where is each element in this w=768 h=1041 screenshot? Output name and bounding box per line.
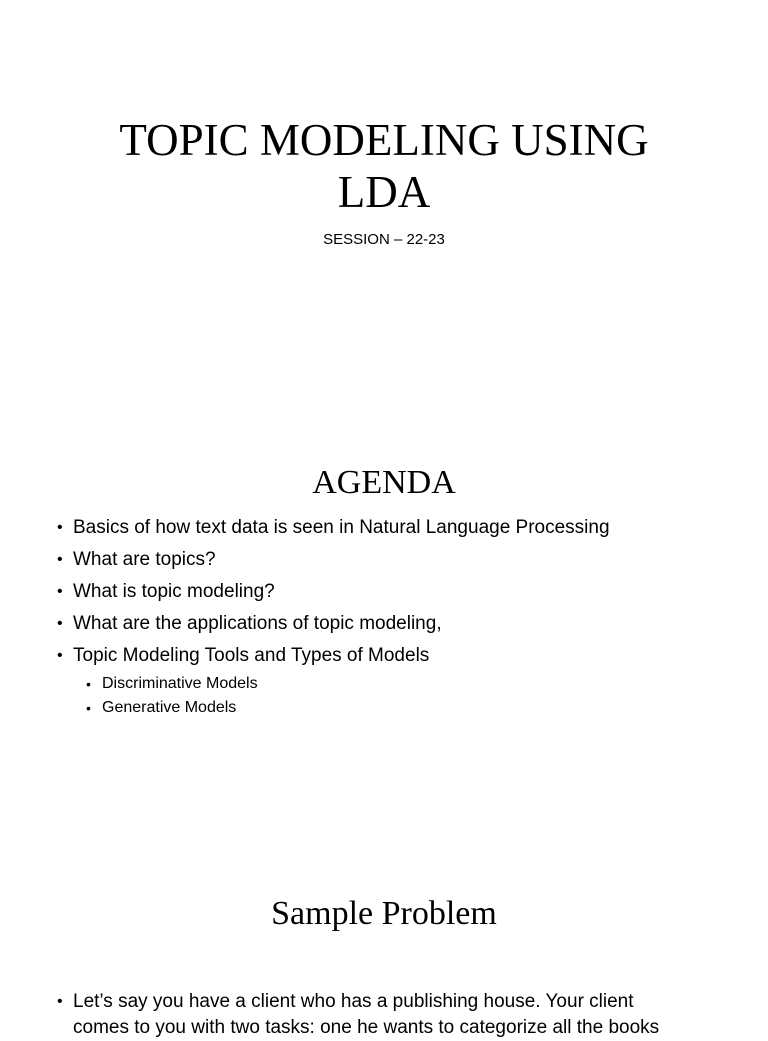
bullet-icon: • [57,993,63,1010]
agenda-item-text: What are the applications of topic modeling, [73,613,442,634]
bullet-icon: • [57,551,63,568]
sample-problem-line-2: comes to you with two tasks: one he wants to categorize all the books [73,1017,660,1038]
agenda-sub-item [86,672,610,696]
bullet-icon: • [86,676,91,692]
bullet-icon: • [86,700,91,716]
agenda-sub-item-text: Discriminative Models [102,675,258,692]
agenda-heading: AGENDA [312,464,456,501]
title-slide [0,0,768,330]
sample-problem-bullet [57,989,733,1041]
bullet-icon: • [57,647,63,664]
slide-title-line-2: LDA [337,167,431,217]
slide-title-line-1: TOPIC MODELING USING [119,115,649,165]
agenda-item [57,576,610,608]
agenda-slide [0,460,768,760]
agenda-item-text: What are topics? [73,549,216,570]
sample-problem-heading: Sample Problem [271,895,497,932]
bullet-icon: • [57,583,63,600]
slide-subtitle: SESSION – 22-23 [323,231,445,248]
agenda-item [57,544,610,576]
sample-problem-line-1: Let’s say you have a client who has a publishing house. Your client [73,991,634,1012]
agenda-list [57,512,610,720]
agenda-sub-item [86,696,610,720]
agenda-item-text: What is topic modeling? [73,581,275,602]
agenda-item [57,608,610,640]
agenda-sub-item-text: Generative Models [102,699,237,716]
agenda-item-text: Topic Modeling Tools and Types of Models [73,645,430,666]
agenda-item [57,512,610,544]
bullet-icon: • [57,615,63,632]
bullet-icon: • [57,519,63,536]
sample-problem-slide [0,890,768,1038]
agenda-item-text: Basics of how text data is seen in Natural Language Processing [73,517,610,538]
agenda-item [57,640,610,672]
